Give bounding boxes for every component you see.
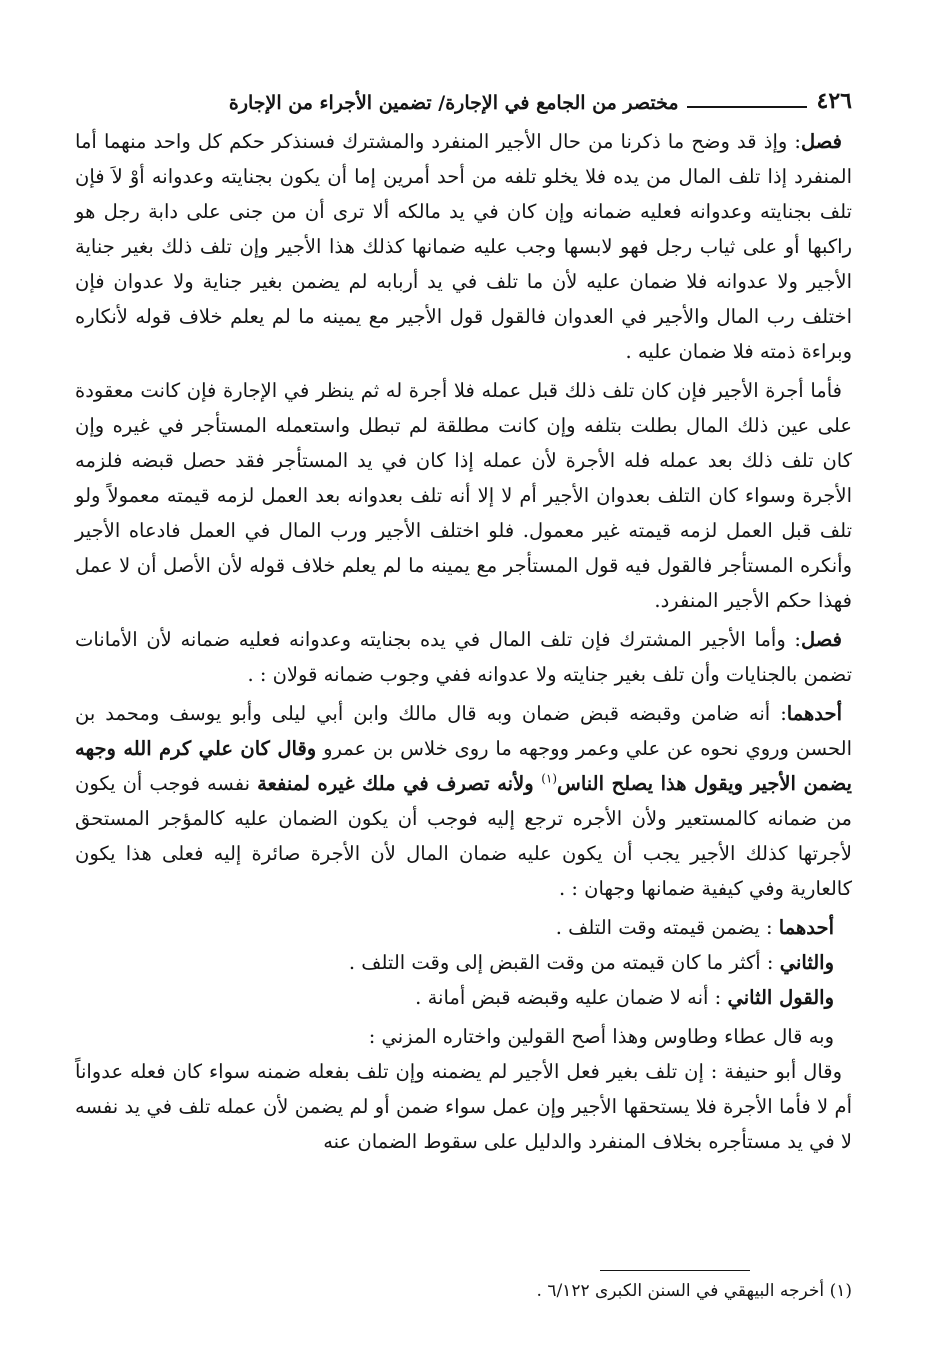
paragraph: وبه قال عطاء وطاوس وهذا أصح القولين واختاره المزني : xyxy=(368,1025,834,1048)
paragraph: فأما أجرة الأجير فإن كان تلف ذلك قبل عمله فلا أجرة له ثم ينظر في الإجارة فإن كانت معقودة على عين ذلك المال بطلت بتلفه وإن كانت مطلقة لم تبطل واستعمله المستأجر في غيره وإن كان تلف ذلك بعد عمله فله الأجرة لأن عمله إذا كان في يد المستأجر فقد حصل قبضه فلزمه الأجرة وسواء كان التلف بعدوان الأجير أم لا إلا أنه تلف بعدوانه بعد العمل لزمه قيمته معمولاً ولو تلف قبل العمل لزمه قيمته غير معمول. فلو اختلف الأجير ورب المال في العمل فادعاه الأجير وأنكره المستأجر فالقول فيه قول المستأجر مع يمينه ما لم يعلم خلاف قوله لأن الأصل أن لا عمل فهذا حكم الأجير المنفرد. xyxy=(75,379,852,612)
footnote xyxy=(75,1276,852,1306)
paragraph: فصل: وأما الأجير المشترك فإن تلف المال في يده بجنايته وعدوانه فعليه ضمانه لأن الأمانات تضمن بالجنايات وأن تلف بغير جنايته ولا عدوانه ففي وجوب ضمانه قولان : . xyxy=(75,628,852,686)
page-number: ٤٢٦ xyxy=(816,88,852,114)
paragraph: فصل: وإذ قد وضح ما ذكرنا من حال الأجير المنفرد والمشترك فسنذكر حكم كل واحد منهما أما المنفرد إذا تلف المال من يده فلا يخلو تلفه من أحد أمرين إما أن يكون بجنايته وعدوانه أوْ لاَ فإن تلف بجنايته وعدوانه فعليه ضمانه وإن كان في يد مالكه ألا ترى أن من جنى على دابة رجل هو راكبها أو على ثياب رجل فهو لابسها وجب عليه ضمانها كذلك هذا الأجير وإن تلف ذلك بغير جناية الأجير ولا عدوانه فلا ضمان عليه لأن ما تلف في يد أربابه لم يضمن بغير جناية ولا عدوان فإن اختلف رب المال والأجير في العدوان فالقول قول الأجير مع يمينه ما لم يعلم خلاف قوله لأنكاره وبراءة ذمته فلا ضمان عليه . xyxy=(75,130,852,363)
header-rule xyxy=(687,106,807,108)
footnote-marker[interactable]: (١) xyxy=(541,771,558,786)
list-item: أحدهما : يضمن قيمته وقت التلف . xyxy=(555,916,834,939)
paragraph: وقال أبو حنيفة : إن تلف بغير فعل الأجير لم يضمنه وإن تلف بفعله ضمنه سواء كان فعله عدواناً أم لا فأما الأجرة فلا يستحقها الأجير وإن عمل سواء ضمن أو لم يضمن لأن عمله تلف في يد نفسه لا في يد مستأجره بخلاف المنفرد والدليل على سقوط الضمان عنه xyxy=(75,1060,852,1153)
section-label: فصل xyxy=(801,130,842,153)
list-item: والثاني : أكثر ما كان قيمته من وقت القبض إلى وقت التلف . xyxy=(348,951,834,974)
footnote-number: (١) xyxy=(829,1281,852,1301)
section-label: فصل xyxy=(801,628,842,651)
footnote-text: أخرجه البيهقي في السنن الكبرى ٦/١٢٢ . xyxy=(536,1281,825,1301)
running-title: مختصر من الجامع في الإجارة/ تضمين الأجراء من الإجارة xyxy=(228,92,679,114)
page-header xyxy=(75,74,852,114)
main-text xyxy=(75,124,852,1163)
footnote-rule xyxy=(600,1270,750,1271)
paragraph: أحدهما: أنه ضامن وقبضه قبض ضمان وبه قال مالك وابن أبي ليلى وأبو يوسف ومحمد بن الحسن وروي نحوه عن علي وعمر ووجهه ما روى خلاس بن عمرو وقال كان علي كرم الله وجهه يضمن الأجير ويقول هذا يصلح الناس$^{(١)}$ ولأنه تصرف في ملك غيره لمنفعة نفسه فوجب أن يكون من ضمانه كالمستعير ولأن الأجره ترجع إليه فوجب أن يكون الضمان عليه كالمؤجر المستحق لأجرتها كذلك الأجير يجب أن يكون عليه ضمان المال لأن الأجرة صائرة إليه فعلى هذا يكون كالعارية وفي كيفية ضمانها وجهان : . xyxy=(75,702,852,900)
list-item: والقول الثاني : أنه لا ضمان عليه وقبضه قبض أمانة . xyxy=(415,986,834,1009)
opinion-label: أحدهما xyxy=(786,702,842,725)
